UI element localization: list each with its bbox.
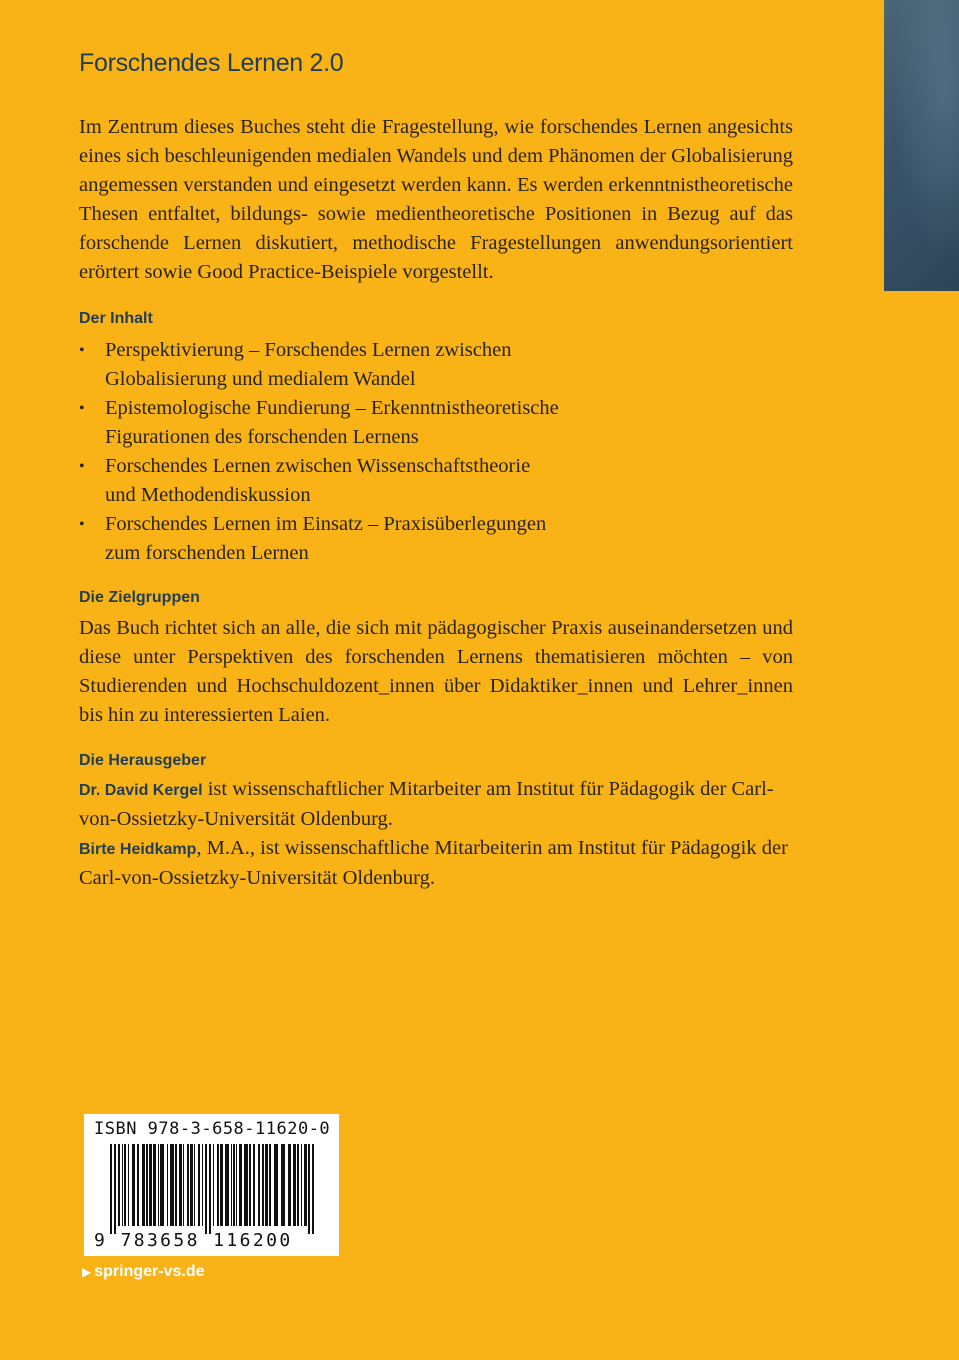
bullet-icon: • [79,342,85,359]
triangle-right-icon: ▶ [82,1265,92,1279]
barcode-bar [281,1144,285,1226]
barcode-bar [220,1144,223,1226]
list-item-line: Globalisierung und medialem Wandel [105,368,416,390]
editors-heading: Die Herausgeber [79,752,207,769]
barcode-bar [190,1144,193,1226]
audience-paragraph: Das Buch richtet sich an alle, die sich mit pädagogischer Praxis auseinandersetzen und diese unter Perspektiven des forschenden Lernens thematisieren möchten – von Studierenden und Hochschuldozent_innen über Didaktiker_innen und Lehrer_innen bis hin zu interessierten Laien. [79,617,793,726]
list-item [79,510,793,568]
barcode-bar [124,1144,126,1226]
website-link[interactable] [82,1263,205,1281]
barcode-bar [293,1144,296,1226]
list-item-line: zum forschenden Lernen [105,542,309,564]
editor-name: Dr. David Kergel [79,782,203,799]
barcode-bar [249,1144,251,1226]
book-title: Forschendes Lernen 2.0 [79,49,344,77]
barcode-bar [187,1144,189,1226]
intro-paragraph: Im Zentrum dieses Buches steht die Fragestellung, wie forschendes Lernen angesichts eines sich beschleunigenden medialen Wandels und dem Phänomen der Globalisierung angemessen verstanden und eingesetzt werden kann. Es werden erkenntnistheoretische Thesen entfaltet, bildungs- sowie medientheoretische Positionen in Bezug auf das forschende Lernen diskutiert, methodische Fragestellungen anwendungsorientiert erörtert sowie Good Practice-Beispiele vorgestellt. [79,116,793,283]
ean-digits: 9 783658 116200 [94,1230,293,1251]
barcode-bar [217,1144,219,1226]
barcode-bar [170,1144,174,1226]
barcode-bar [198,1144,200,1226]
list-item-line: Perspektivierung – Forschendes Lernen zwischen [105,339,512,361]
contents-list [79,336,793,568]
list-item-line: Forschendes Lernen im Einsatz – Praxisüberlegungen [105,513,547,535]
barcode-bar [194,1144,195,1226]
barcode-bar [122,1144,123,1226]
barcode-bar [160,1144,164,1226]
barcode-bar [142,1144,145,1226]
barcode-bar [253,1144,255,1226]
isbn-barcode [84,1114,339,1256]
list-item-line: Forschendes Lernen zwischen Wissenschaftstheorie [105,455,531,477]
barcode-bar [202,1144,203,1226]
barcode-bar [233,1144,235,1226]
barcode-bar [149,1144,152,1226]
barcode-bar [167,1144,168,1226]
barcode-bar [137,1144,139,1226]
barcode-bar [288,1144,291,1226]
barcode-bar [308,1144,310,1234]
list-item [79,336,793,394]
audience-heading: Die Zielgruppen [79,589,200,606]
editor-bio [79,834,793,893]
barcode-bar [258,1144,260,1226]
website-label: springer-vs.de [94,1263,205,1280]
barcode-bar [132,1144,135,1226]
barcode-bar [274,1144,278,1226]
barcode-bar [118,1144,120,1226]
list-item [79,394,793,452]
barcode-bar [158,1144,159,1226]
barcode-bar [153,1144,156,1226]
barcode-bar [175,1144,177,1226]
barcode-bar [205,1144,207,1234]
editor-name: Birte Heidkamp [79,841,197,858]
barcode-bar [301,1144,302,1226]
barcode-bar [297,1144,299,1226]
list-item [79,452,793,510]
barcode-bar [265,1144,268,1226]
barcode-bar [231,1144,232,1226]
bullet-icon: • [79,400,85,417]
barcode-bar [244,1144,248,1226]
contents-heading: Der Inhalt [79,310,153,327]
barcode-bar [239,1144,242,1226]
bullet-icon: • [79,458,85,475]
barcode-bar [262,1144,264,1226]
barcode-bar [304,1144,307,1226]
barcode-bar [110,1144,112,1234]
barcode-bar [179,1144,182,1226]
barcode-bar [146,1144,148,1226]
barcode-bar [183,1144,184,1226]
bullet-icon: • [79,516,85,533]
barcode-bar [269,1144,271,1226]
editor-description: , M.A., ist wissenschaftliche Mitarbeiterin am Institut für Pädagogik der Carl-von-Ossietzky-Universität Oldenburg. [79,837,788,889]
isbn-label: ISBN 978-3-658-11620-0 [94,1119,331,1139]
list-item-line: Figurationen des forschenden Lernens [105,426,419,448]
barcode-bar [209,1144,211,1234]
editor-bio [79,775,793,834]
list-item-line: Epistemologische Fundierung – Erkenntnistheoretische [105,397,559,419]
editor-description: ist wissenschaftlicher Mitarbeiter am Institut für Pädagogik der Carl-von-Ossietzky-Universität Oldenburg. [79,778,774,830]
back-cover-text [79,48,793,893]
corner-band-shade [884,0,959,291]
barcode-bar [312,1144,314,1234]
barcode-bar [225,1144,229,1226]
barcode-bar [236,1144,237,1226]
barcode-bar [114,1144,116,1234]
barcode-bar [128,1144,129,1226]
list-item-line: und Methodendiskussion [105,484,311,506]
barcode-bar [213,1144,214,1226]
